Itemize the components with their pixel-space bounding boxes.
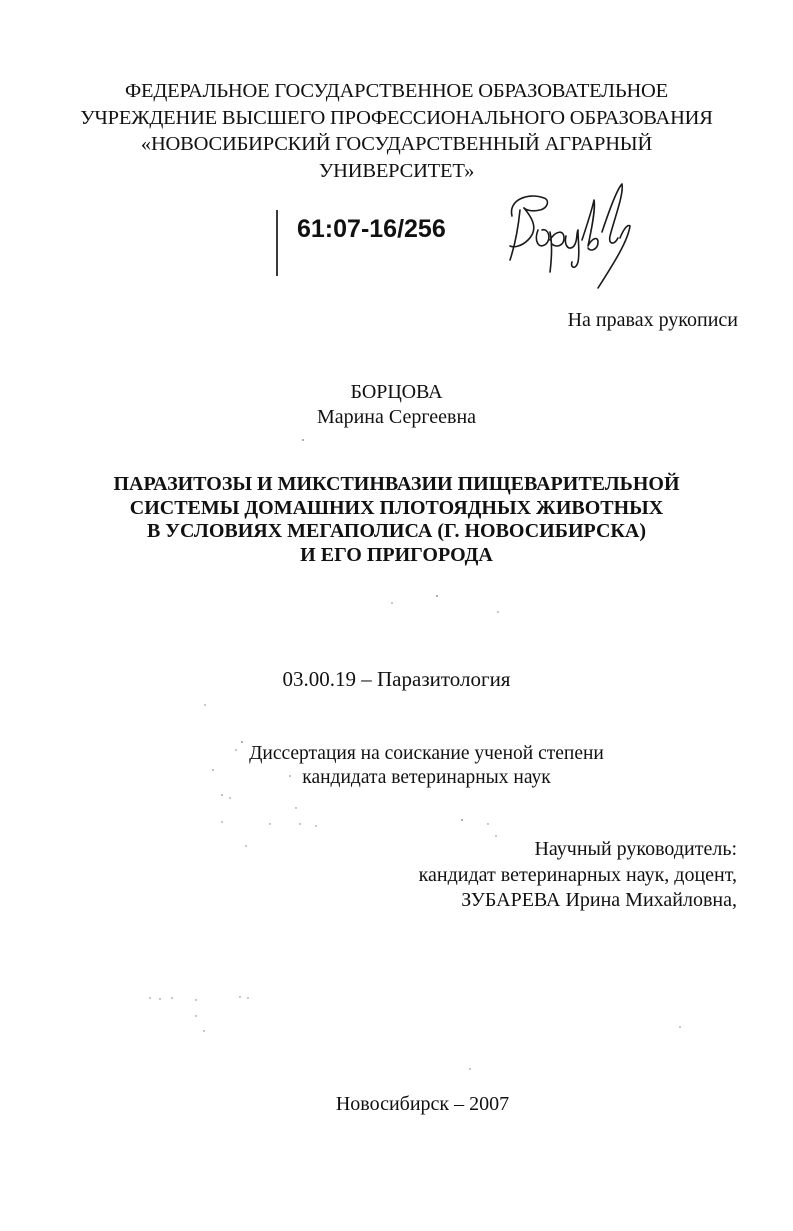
institution-line-4: УНИВЕРСИТЕТ» (318, 159, 475, 182)
author-block (0, 380, 793, 430)
supervisor-name: ЗУБАРЕВА Ирина Михайловна, (461, 889, 737, 911)
title-line-2: СИСТЕМЫ ДОМАШНИХ ПЛОТОЯДНЫХ ЖИВОТНЫХ (129, 496, 664, 519)
degree-line-1: Диссертация на соискание ученой степени (249, 743, 604, 764)
dissertation-title (0, 473, 793, 567)
library-stamp-code: 61:07-16/256 (297, 215, 446, 243)
handwritten-signature (498, 180, 638, 295)
institution-line-3: «НОВОСИБИРСКИЙ ГОСУДАРСТВЕННЫЙ АГРАРНЫЙ (140, 133, 653, 155)
author-given-names: Марина Сергеевна (316, 406, 477, 428)
stamp-bar (276, 210, 278, 276)
city-year: Новосибирск – 2007 (335, 1093, 510, 1115)
degree-statement (0, 742, 793, 790)
supervisor-block (419, 837, 737, 914)
supervisor-credentials: кандидат ветеринарных наук, доцент, (418, 863, 737, 886)
institution-name (0, 78, 793, 184)
title-line-4: И ЕГО ПРИГОРОДА (300, 543, 493, 566)
institution-line-1: ФЕДЕРАЛЬНОЕ ГОСУДАРСТВЕННОЕ ОБРАЗОВАТЕЛЬНОЕ (125, 80, 668, 102)
specialty-code: 03.00.19 – Паразитология (282, 667, 511, 691)
institution-line-2: УЧРЕЖДЕНИЕ ВЫСШЕГО ПРОФЕССИОНАЛЬНОГО ОБРАЗОВАНИЯ (80, 106, 713, 129)
degree-line-2: кандидата ветеринарных наук (302, 767, 551, 788)
manuscript-rights-note: На правах рукописи (567, 309, 738, 331)
title-line-3: В УСЛОВИЯХ МЕГАПОЛИСА (Г. НОВОСИБИРСКА) (146, 520, 647, 542)
supervisor-label: Научный руководитель: (534, 838, 737, 860)
author-surname: БОРЦОВА (350, 381, 443, 403)
title-line-1: ПАРАЗИТОЗЫ И МИКСТИНВАЗИИ ПИЩЕВАРИТЕЛЬНОЙ (113, 473, 680, 495)
